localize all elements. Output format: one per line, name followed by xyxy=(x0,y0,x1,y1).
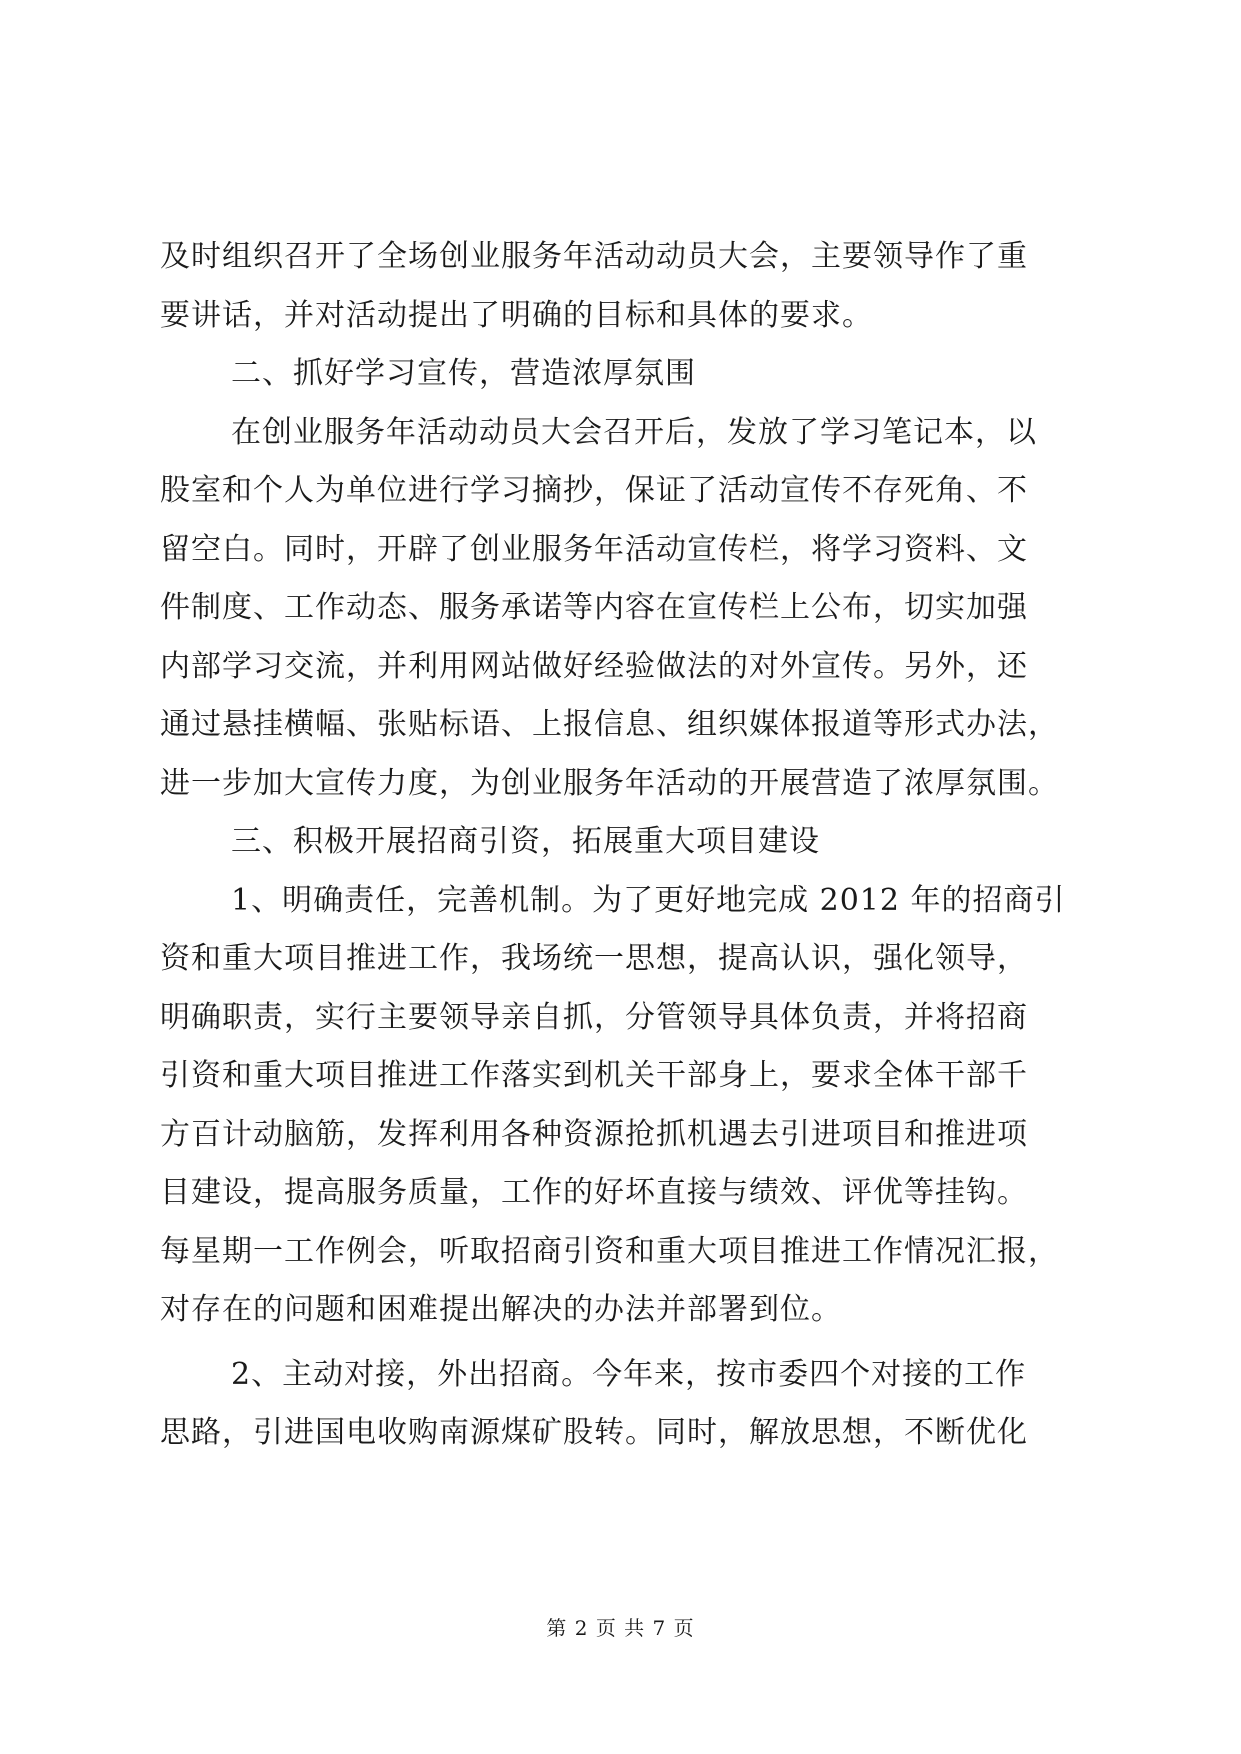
text-line: 留空白。同时，开辟了创业服务年活动宣传栏，将学习资料、文 xyxy=(160,531,1028,567)
text-line: 在创业服务年活动动员大会召开后，发放了学习笔记本，以 xyxy=(231,414,1037,450)
page-number-footer: 第 2 页 共 7 页 xyxy=(546,1616,695,1640)
text-line: 内部学习交流，并利用网站做好经验做法的对外宣传。另外，还 xyxy=(160,648,1028,684)
text-line: 对存在的问题和困难提出解决的办法并部署到位。 xyxy=(160,1292,842,1327)
text-line: 资和重大项目推进工作，我场统一思想，提高认识，强化领导， xyxy=(160,941,1028,976)
text-line: 方百计动脑筋，发挥利用各种资源抢抓机遇去引进项目和推进项 xyxy=(160,1116,1028,1152)
text-line: 引资和重大项目推进工作落实到机关干部身上，要求全体干部千 xyxy=(160,1058,1028,1093)
text-line: 及时组织召开了全场创业服务年活动动员大会，主要领导作了重 xyxy=(160,239,1028,274)
text-line: 通过悬挂横幅、张贴标语、上报信息、组织媒体报道等形式办法， xyxy=(160,707,1059,742)
text-line: 明确职责，实行主要领导亲自抓，分管领导具体负责，并将招商 xyxy=(160,999,1028,1035)
text-line: 股室和个人为单位进行学习摘抄，保证了活动宣传不存死角、不 xyxy=(160,473,1028,508)
document-body xyxy=(160,228,1100,1463)
section-heading-3: 三、积极开展招商引资，拓展重大项目建设 xyxy=(231,824,820,859)
text-line: 每星期一工作例会，听取招商引资和重大项目推进工作情况汇报， xyxy=(160,1233,1059,1269)
text-line: 件制度、工作动态、服务承诺等内容在宣传栏上公布，切实加强 xyxy=(160,590,1028,625)
text-line: 1、明确责任，完善机制。为了更好地完成 2012 年的招商引 xyxy=(231,882,1066,918)
text-line: 要讲话，并对活动提出了明确的目标和具体的要求。 xyxy=(160,297,873,333)
section-heading-2: 二、抓好学习宣传，营造浓厚氛围 xyxy=(231,356,696,391)
text-line: 目建设，提高服务质量，工作的好坏直接与绩效、评优等挂钩。 xyxy=(160,1175,1028,1210)
text-line: 思路，引进国电收购南源煤矿股转。同时，解放思想，不断优化 xyxy=(160,1415,1028,1450)
text-line: 2、主动对接，外出招商。今年来，按市委四个对接的工作 xyxy=(231,1356,1027,1392)
text-line: 进一步加大宣传力度，为创业服务年活动的开展营造了浓厚氛围。 xyxy=(160,765,1059,801)
